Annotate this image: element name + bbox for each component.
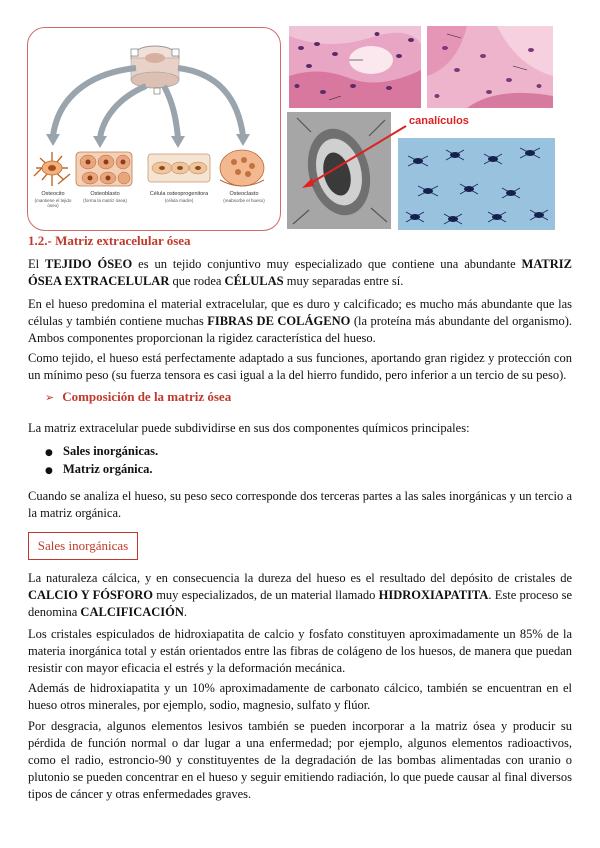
composition-subheading: ➢ Composición de la matriz ósea [45, 389, 232, 404]
histology-micrograph-1 [289, 26, 421, 108]
paragraph-8: Además de hidroxiapatita y un 10% aproximadamente de carbonato cálcico, también se encuentran en el hueso otros minerales, por ejemplo, sodio, magnesio, sulfato y flúor. [28, 681, 572, 712]
osteocyte-label: Osteocito (mantiene el tejido óseo) [34, 191, 72, 208]
canaliculi-label: canalículos [409, 115, 469, 127]
section-heading: 1.2.- Matriz extracelular ósea [28, 233, 191, 248]
bullet-icon: ● [45, 448, 53, 458]
list-item: ● Matriz orgánica. [45, 461, 158, 479]
paragraph-5: Cuando se analiza el hueso, su peso seco corresponde dos terceras partes a las sales inorgánicas y un tercio a la matriz orgánica. [28, 489, 572, 520]
canaliculi-micrograph [398, 138, 555, 230]
histology-micrograph-2 [427, 26, 553, 108]
figure-panel [0, 0, 600, 232]
sales-inorganicas-heading: Sales inorgánicas [28, 532, 138, 560]
bullet-icon: ● [45, 466, 53, 476]
canaliculi-micrograph-graphic [398, 138, 555, 230]
paragraph-6: La naturaleza cálcica, y en consecuencia la dureza del hueso es el resultado del depósito de cristales de CALCIO Y FÓSFORO muy especializados, de un material llamado HIDROXIAPATITA. Este proceso se denomina CALCIFICACIÓN. [28, 571, 572, 619]
osteoclast-label: Osteoclasto (reabsorbe el hueso) [223, 191, 265, 203]
paragraph-3: Como tejido, el hueso está perfectamente adaptado a sus funciones, aportando gran rigidez y protección con un mínimo peso (su fuerza tensora es casi igual a la del hierro fundido, pero inferior a un tercio de su peso). [28, 351, 572, 382]
paragraph-9: Por desgracia, algunos elementos lesivos también se pueden incorporar a la matriz ósea y producir su pérdida de función normal o dar lugar a una enfermedad; por ejemplo, algunos elementos radioactivos, como el radio, estroncio-90 y constituyentes de la degradación de las bombas alimentadas con uranio o plutonio se pueden concentrar en el hueso y seguir emitiendo radiación, lo que puede causar al final diversos tipos de cáncer y otras enfermedades graves. [28, 719, 572, 801]
histology-micrograph-1-graphic [289, 26, 421, 108]
list-item: ● Sales inorgánicas. [45, 443, 158, 461]
osteoblast-label: Osteoblasto (forma la matriz ósea) [83, 191, 127, 203]
arrow-bullet-icon: ➢ [45, 391, 55, 404]
osteoprogenitor-label: Célula osteoprogenitora (célula madre) [149, 191, 209, 203]
paragraph-2: En el hueso predomina el material extracelular, que es duro y calcificado; es mucho más abundante que las células y también contiene muchas FIBRAS DE COLÁGENO (la proteína más abundante del organismo). Ambos componentes proporcionan la rigidez característica del hueso. [28, 297, 573, 345]
paragraph-4: La matriz extracelular puede subdividirse en sus dos componentes químicos principales: [28, 421, 470, 435]
bone-cells-diagram [27, 27, 281, 231]
paragraph-7: Los cristales espiculados de hidroxiapatita de calcio y fosfato constituyen aproximadamente un 85% de la materia inorgánica total y están orientados entre las fibras de colágeno de los huesos, de manera que puedan resistir con mayor eficacia el estrés y la deformación mecánica. [28, 627, 572, 675]
paragraph-1: El TEJIDO ÓSEO es un tejido conjuntivo muy especializado que contiene una abundante MATRIZ ÓSEA EXTRACELULAR que rodea CÉLULAS muy separadas entre sí. [28, 257, 572, 288]
histology-micrograph-2-graphic [427, 26, 553, 108]
component-list [45, 443, 158, 479]
canaliculi-arrow-icon [300, 122, 410, 192]
